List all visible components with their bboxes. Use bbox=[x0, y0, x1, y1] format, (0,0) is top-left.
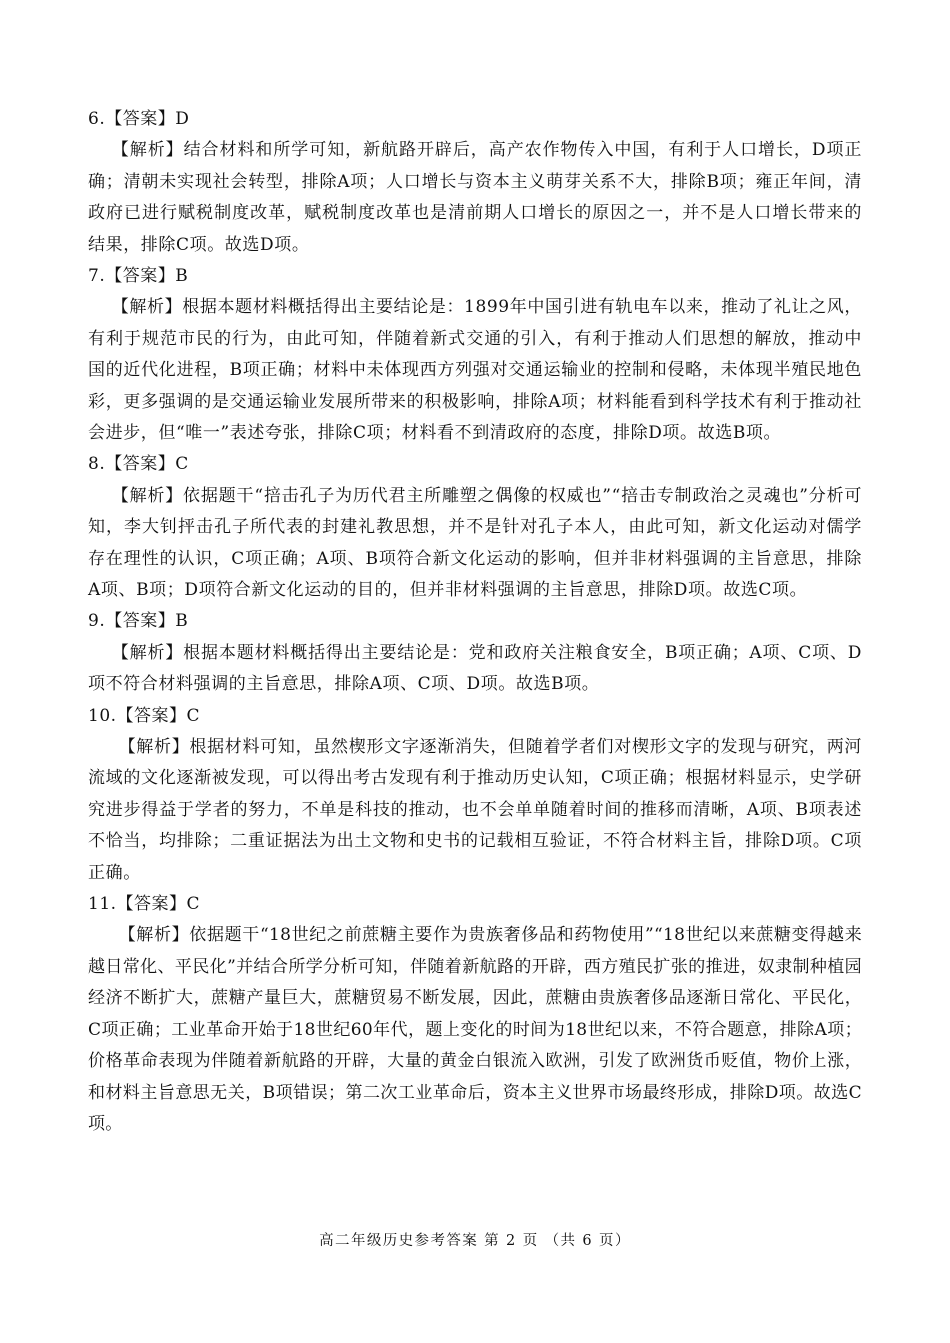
answer-list bbox=[88, 104, 862, 1140]
question-10 bbox=[88, 701, 862, 889]
answer-line: 9.【答案】B bbox=[88, 611, 189, 632]
answer-line: 10.【答案】C bbox=[88, 705, 201, 726]
question-7 bbox=[88, 261, 862, 449]
analysis-text: 【解析】根据本题材料概括得出主要结论是：党和政府关注粮食安全，B项正确；A项、C项、D项不符合材料强调的主旨意思，排除A项、C项、D项。故选B项。 bbox=[88, 642, 862, 695]
answer-line: 6.【答案】D bbox=[88, 109, 190, 129]
question-9 bbox=[88, 606, 862, 700]
question-8 bbox=[88, 449, 862, 606]
answer-line: 7.【答案】B bbox=[88, 266, 189, 287]
answer-line: 8.【答案】C bbox=[88, 454, 189, 475]
analysis-text: 【解析】依据题干“掊击孔子为历代君主所雕塑之偶像的权威也”“掊击专制政治之灵魂也”分析可知，李大钊抨击孔子所代表的封建礼教思想，并不是针对孔子本人，由此可知，新文化运动对儒学存在理性的认识，C项正确；A项、B项符合新文化运动的影响，但并非材料强调的主旨意思，排除A项、B项；D项符合新文化运动的目的，但并非材料强调的主旨意思，排除D项。故选C项。 bbox=[88, 485, 862, 601]
analysis-text: 【解析】依据题干“18世纪之前蔗糖主要作为贵族奢侈品和药物使用”“18世纪以来蔗糖变得越来越日常化、平民化”并结合所学分析可知，伴随着新航路的开辟，西方殖民扩张的推进，奴隶制种植园经济不断扩大，蔗糖产量巨大，蔗糖贸易不断发展，因此，蔗糖由贵族奢侈品逐渐日常化、平民化，C项正确；工业革命开始于18世纪60年代，题上变化的时间为18世纪以来，不符合题意，排除A项；价格革命表现为伴随着新航路的开辟，大量的黄金白银流入欧洲，引发了欧洲货币贬值，物价上涨，和材料主旨意思无关，B项错误；第二次工业革命后，资本主义世界市场最终形成，排除D项。故选C项。 bbox=[88, 925, 862, 1134]
page-footer: 高二年级历史参考答案 第 2 页 （共 6 页） bbox=[319, 1233, 631, 1249]
question-6 bbox=[88, 104, 862, 261]
analysis-text: 【解析】根据本题材料概括得出主要结论是：1899年中国引进有轨电车以来，推动了礼让之风，有利于规范市民的行为，由此可知，伴随着新式交通的引入，有利于推动人们思想的解放，推动中国的近代化进程，B项正确；材料中未体现西方列强对交通运输业的控制和侵略，未体现半殖民地色彩，更多强调的是交通运输业发展所带来的积极影响，排除A项；材料能看到科学技术有利于推动社会进步，但“唯一”表述夸张，排除C项；材料看不到清政府的态度，排除D项。故选B项。 bbox=[88, 297, 862, 444]
question-11 bbox=[88, 889, 862, 1140]
analysis-text: 【解析】结合材料和所学可知，新航路开辟后，高产农作物传入中国，有利于人口增长，D项正确；清朝未实现社会转型，排除A项；人口增长与资本主义萌芽关系不大，排除B项；雍正年间，清政府已进行赋税制度改革，赋税制度改革也是清前期人口增长的原因之一，并不是人口增长带来的结果，排除C项。故选D项。 bbox=[88, 140, 862, 255]
analysis-text: 【解析】根据材料可知，虽然楔形文字逐渐消失，但随着学者们对楔形文字的发现与研究，两河流域的文化逐渐被发现，可以得出考古发现有利于推动历史认知，C项正确；根据材料显示，史学研究进步得益于学者的努力，不单是科技的推动，也不会单单随着时间的推移而清晰，A项、B项表述不恰当，均排除；二重证据法为出土文物和史书的记载相互验证，不符合材料主旨，排除D项。C项正确。 bbox=[88, 737, 862, 883]
answer-line: 11.【答案】C bbox=[88, 894, 201, 915]
